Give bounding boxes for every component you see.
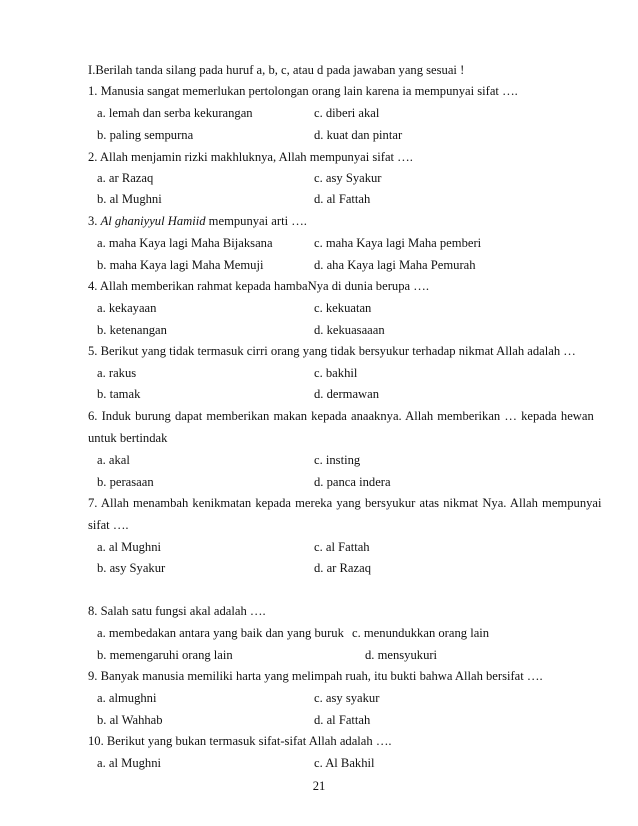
question-8-option-a: a. membedakan antara yang baik dan yang buruk: [97, 626, 344, 640]
question-8-option-c: c. menundukkan orang lain: [352, 626, 490, 640]
question-6-text-line2: untuk bertindak: [88, 431, 168, 445]
question-9-option-d: d. al Fattah: [314, 713, 371, 727]
question-7-option-d: d. ar Razaq: [314, 561, 371, 575]
question-8-option-d: d. mensyukuri: [365, 648, 438, 662]
question-4-option-c: c. kekuatan: [314, 301, 372, 315]
question-4-text: 4. Allah memberikan rahmat kepada hambaNya di dunia berupa ….: [88, 279, 429, 293]
question-6-option-a: a. akal: [97, 453, 130, 467]
question-9-option-a: a. almughni: [97, 691, 157, 705]
question-6-option-d: d. panca indera: [314, 475, 391, 489]
question-2-text: 2. Allah menjamin rizki makhluknya, Allah mempunyai sifat ….: [88, 150, 413, 164]
question-8-text: 8. Salah satu fungsi akal adalah ….: [88, 604, 266, 618]
question-10-option-c: c. Al Bakhil: [314, 756, 375, 770]
question-3-option-c: c. maha Kaya lagi Maha pemberi: [314, 236, 482, 250]
question-1-option-c: c. diberi akal: [314, 106, 380, 120]
page-number: 21: [312, 779, 326, 793]
question-8-option-b: b. memengaruhi orang lain: [97, 648, 233, 662]
question-2-option-b: b. al Mughni: [97, 192, 162, 206]
question-5-option-b: b. tamak: [97, 387, 141, 401]
question-3-option-d: d. aha Kaya lagi Maha Pemurah: [314, 258, 476, 272]
question-2-option-d: d. al Fattah: [314, 192, 371, 206]
question-1-text: 1. Manusia sangat memerlukan pertolongan orang lain karena ia mempunyai sifat ….: [88, 84, 518, 98]
question-9-option-c: c. asy syakur: [314, 691, 380, 705]
question-3-italic-term: Al ghaniyyul Hamiid: [100, 214, 206, 228]
question-9-text: 9. Banyak manusia memiliki harta yang melimpah ruah, itu bukti bahwa Allah bersifat ….: [88, 669, 543, 683]
question-7-option-a: a. al Mughni: [97, 540, 162, 554]
question-1-option-a: a. lemah dan serba kekurangan: [97, 106, 253, 120]
question-9-option-b: b. al Wahhab: [97, 713, 163, 727]
question-3-prefix: 3.: [88, 214, 101, 228]
question-3-text: [88, 213, 307, 229]
question-5-option-c: c. bakhil: [314, 366, 358, 380]
question-3-option-a: a. maha Kaya lagi Maha Bijaksana: [97, 236, 273, 250]
question-4-option-d: d. kekuasaaan: [314, 323, 385, 337]
question-2-option-a: a. ar Razaq: [97, 171, 154, 185]
question-7-option-c: c. al Fattah: [314, 540, 370, 554]
question-7-text-line2: sifat ….: [88, 518, 129, 532]
question-6-text-line1: 6. Induk burung dapat memberikan makan kepada anaaknya. Allah memberikan … kepada hewan: [88, 409, 594, 423]
question-1-option-b: b. paling sempurna: [97, 128, 194, 142]
instruction-text: I.Berilah tanda silang pada huruf a, b, c, atau d pada jawaban yang sesuai !: [88, 63, 465, 77]
question-3-suffix: mempunyai arti ….: [205, 214, 307, 228]
question-2-option-c: c. asy Syakur: [314, 171, 382, 185]
question-6-option-b: b. perasaan: [97, 475, 154, 489]
question-1-option-d: d. kuat dan pintar: [314, 128, 403, 142]
question-7-text-line1: 7. Allah menambah kenikmatan kepada mereka yang bersyukur atas nikmat Nya. Allah mempunyai: [88, 496, 602, 510]
question-6-option-c: c. insting: [314, 453, 361, 467]
question-7-option-b: b. asy Syakur: [97, 561, 166, 575]
question-10-text: 10. Berikut yang bukan termasuk sifat-sifat Allah adalah ….: [88, 734, 392, 748]
question-5-text: 5. Berikut yang tidak termasuk cirri orang yang tidak bersyukur terhadap nikmat Allah adalah …: [88, 344, 576, 358]
question-3-option-b: b. maha Kaya lagi Maha Memuji: [97, 258, 264, 272]
question-10-option-a: a. al Mughni: [97, 756, 162, 770]
question-5-option-d: d. dermawan: [314, 387, 380, 401]
question-5-option-a: a. rakus: [97, 366, 137, 380]
question-4-option-a: a. kekayaan: [97, 301, 157, 315]
question-4-option-b: b. ketenangan: [97, 323, 167, 337]
